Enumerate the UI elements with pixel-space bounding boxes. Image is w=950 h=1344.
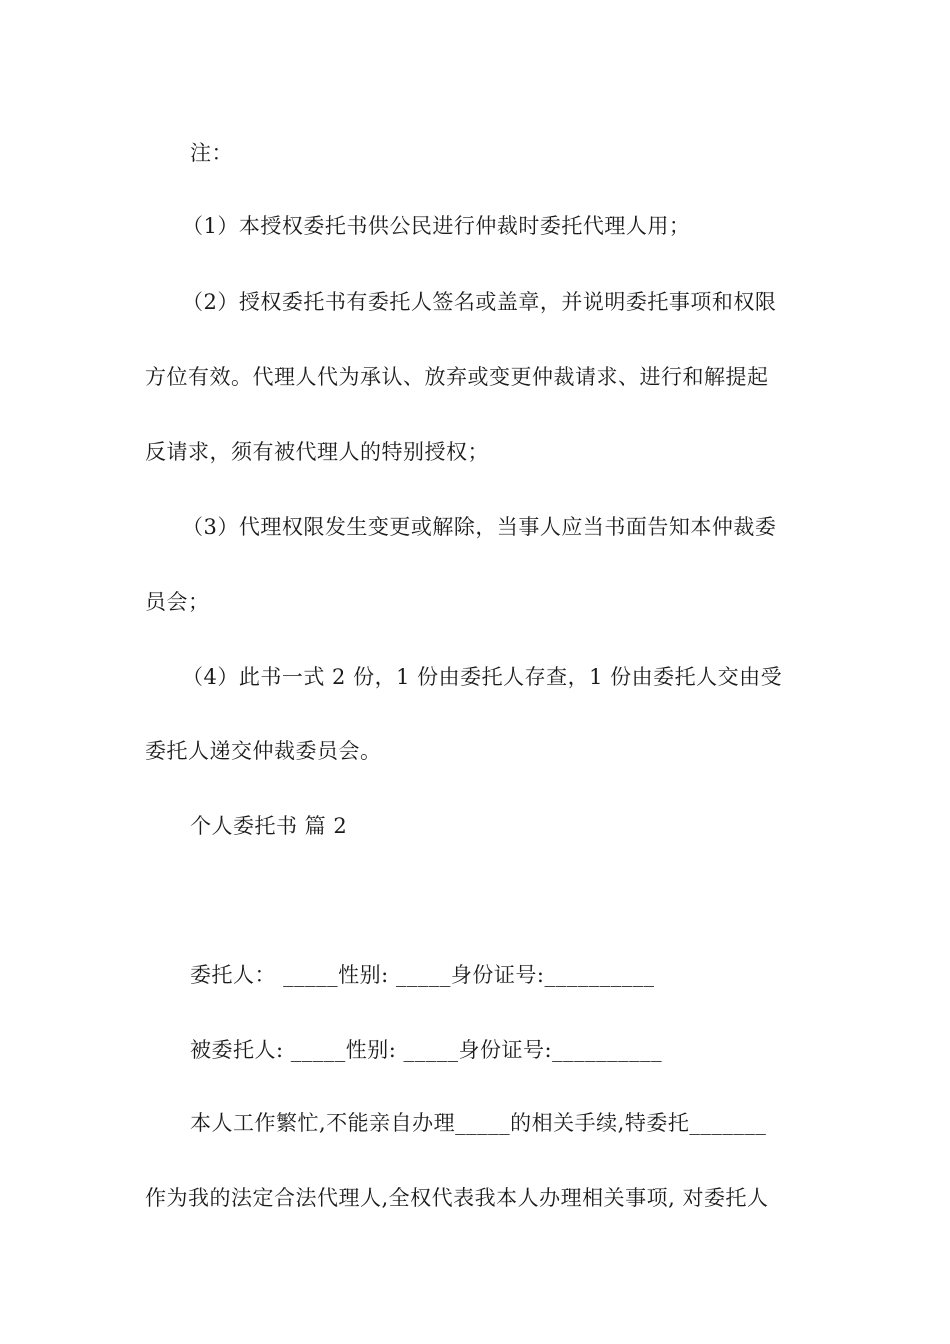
section-title: 个人委托书 篇 2 bbox=[190, 814, 348, 838]
note-item-1: （1）本授权委托书供公民进行仲裁时委托代理人用； bbox=[182, 214, 691, 238]
agent-info-line: 被委托人: _____性别: _____身份证号:__________ bbox=[190, 1038, 663, 1062]
note-item-4-line-1: （4）此书一式 2 份，1 份由委托人存查，1 份由委托人交由受 bbox=[182, 665, 783, 689]
note-heading: 注： bbox=[190, 141, 233, 165]
note-item-2-line-2: 方位有效。代理人代为承认、放弃或变更仲裁请求、进行和解提起 bbox=[145, 365, 769, 389]
note-item-4-line-2: 委托人递交仲裁委员会。 bbox=[145, 739, 382, 763]
note-item-2-line-1: （2）授权委托书有委托人签名或盖章，并说明委托事项和权限 bbox=[182, 290, 777, 314]
note-item-3-line-2: 员会； bbox=[145, 590, 210, 614]
body-paragraph-line-1: 本人工作繁忙,不能亲自办理_____的相关手续,特委托_______ bbox=[190, 1111, 767, 1135]
note-item-3-line-1: （3）代理权限发生变更或解除，当事人应当书面告知本仲裁委 bbox=[182, 515, 777, 539]
body-paragraph-line-2: 作为我的法定合法代理人,全权代表我本人办理相关事项, 对委托人 bbox=[145, 1186, 769, 1210]
note-item-2-line-3: 反请求，须有被代理人的特别授权； bbox=[145, 440, 489, 464]
principal-info-line: 委托人： _____性别: _____身份证号:__________ bbox=[190, 963, 655, 987]
